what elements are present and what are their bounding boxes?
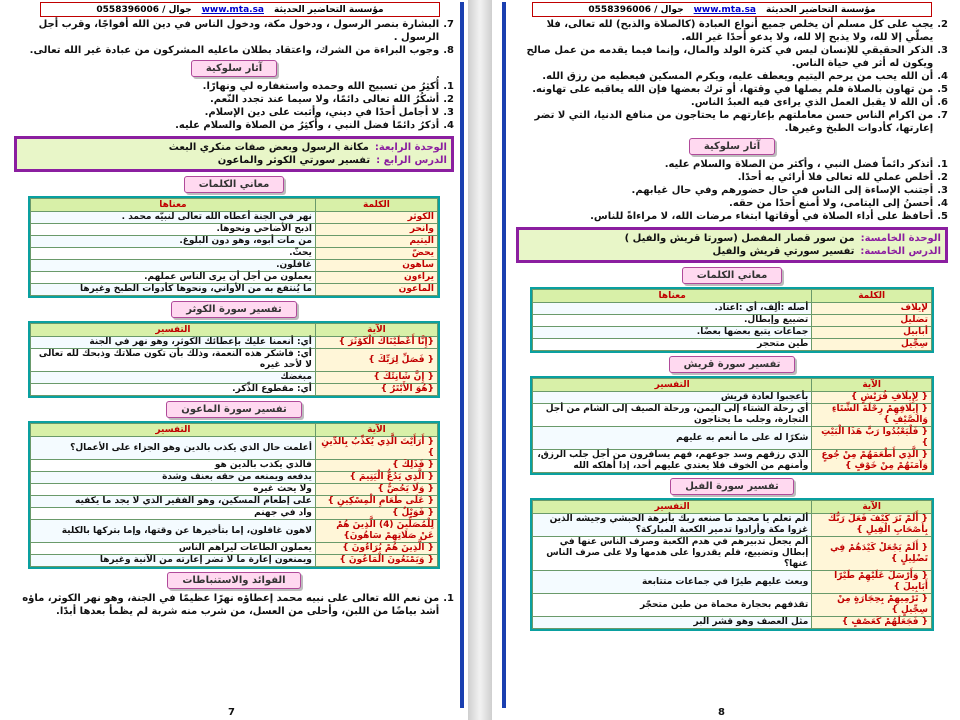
behaviors-list [14,80,454,132]
table-row: { فَصَلِّ لِرَبِّكَ } أي: فاشكر هذه النعمة، وذلك بأن تكون صلاتك وذبحك لله تعالى لا لأحد غيره [31,349,438,372]
maun-table [28,421,440,569]
table-row: الماعون ما يُنتفع به من الأواني، ونحوها كأدوات الطبخ وغيرها [31,284,438,296]
list-item: 5. من تهاون بالصلاة فلم يصلها في وقتها، أو ترك بعضها فإن الله يعاقبه على تهاونه. [532,84,948,95]
section-title-fil: تفسير سورة الفيل [516,478,948,495]
kawthar-table [28,321,440,398]
list-item: 3. الذكر الحقيقي للإنسان ليس في كثرة الولد والمال، وإنما فيما يقدمه من عمل صالح ويكون له أثر في حياة الناس. [526,45,948,69]
table-row: { فَلْيَعْبُدُوا رَبَّ هَذَا الْبَيْتِ } شكرًا له على ما أنعم به عليهم [533,427,932,450]
header-org: مؤسسة التحاضير الحديثة [766,4,876,15]
table-row: { الَّذِي أَطْعَمَهُمْ مِنْ جُوعٍ وَآمَنَهُمْ مِنْ خَوْفٍ } الذي رزقهم وسد جوعهم، فهم يسافرون من أجل جلب الرزق، وأمنهم من الخوف فلا يعتدي عليهم أحد، إذا أهلكه الله [533,450,932,473]
header-phone: جوال / 0558396006 [96,4,192,15]
list-item: 7. البشارة بنصر الرسول ، ودخول مكة، ودخول الناس في دين الله أفواجًا، وقرب أجل الرسول . [38,19,454,43]
table-row: يحضّ يحثّ. [31,248,438,260]
table-row: { أَلَمْ تَرَ كَيْفَ فَعَلَ رَبُّكَ بِأَصْحَابِ الْفِيلِ } ألم تعلم يا محمد ما صنعه ربك بأبرهة الحبشي وجيشه الذين غزوا مكة وأرادوا تدمير الكعبة المباركة؟ [533,514,932,537]
behaviors-list [516,158,948,223]
table-row: { تَرْمِيهِمْ بِحِجَارَةٍ مِنْ سِجِّيلٍ } تقذفهم بحجارة محماة من طين متحجّر [533,594,932,617]
table-row: { فَوَيْلٌ } واد في جهنم [31,508,438,520]
quraysh-table [530,376,934,475]
page-8 [492,0,960,720]
table-row: { إِنَّ شَانِئَكَ } مبغضك [31,372,438,384]
unit-row: الوحدة الخامسة: من سور قصار المفصل (سورتا قريش والفيل ) [624,233,941,244]
table-row: سِجِّيل طين متحجر [533,339,932,351]
section-title-maun: تفسير سورة الماعون [14,401,454,418]
fil-table [530,498,934,631]
table-header-row: الكلمة معناها [31,199,438,212]
list-item: 3. أجتنب الإساءة إلى الناس في حال حضورهم وفي حال غيابهم. [631,185,948,196]
table-row: { إِيلَافِهِمْ رِحْلَةَ الشِّتَاءِ وَالصَّيْفِ } أي رحلة الشتاء إلى اليمن، ورحلة الصيف إلى الشام من أجل التجارة، وجلب ما يحتاجون [533,404,932,427]
table-row: الكوثر نهر في الجنة أعطاه الله تعالى لنبيّه محمد . [31,212,438,224]
header-site-link[interactable]: www.mta.sa [201,4,264,15]
page-7 [0,0,468,720]
list-item: 1. أتذكر دائماً فضل النبي ، وأكثر من الصلاة والسلام عليه. [664,159,948,170]
header-phone: جوال / 0558396006 [588,4,684,15]
words-table [530,287,934,353]
header-site-link[interactable]: www.mta.sa [693,4,756,15]
table-row: { فَجَعَلَهُمْ كَعَصْفٍ } مثل العصف وهو قشر البر [533,617,932,629]
table-row: أبابيل جماعات يتبع بعضها بعضًا. [533,327,932,339]
table-row: اليتيم من مات أبوه، وهو دون البلوغ. [31,236,438,248]
words-table [28,196,440,298]
table-row: { الَّذِي يَدُعُّ الْيَتِيمَ } يدفعه ويمنعه من حقه بعنف وشدة [31,472,438,484]
lesson-row: الدرس الرابع : تفسير سورتي الكوثر والماعون [217,155,447,166]
table-row: { أَلَمْ يَجْعَلْ كَيْدَهُمْ فِي تَضْلِيلٍ } ألم يجعل تدبيرهم في هدم الكعبة وصرف الناس عنها في إبطال وتضييع، فلم يقدروا على هدمها ولا على صرف الناس عنها؟ [533,537,932,571]
list-item: 8. وجوب البراءة من الشرك، واعتقاد بطلان ماعليه المشركون من عبادة غير الله تعالى. [29,45,454,56]
table-row: {هُوَ الأَبْتَرُ } أي: مقطوع الذِّكر. [31,384,438,396]
list-item: 4. أن الله يحب من يرحم اليتيم ويعطف عليه، ويكرم المسكين فيعطيه من رزق الله. [542,71,948,82]
page-header [40,2,440,17]
page-content [14,18,454,618]
page-frame [460,2,464,708]
table-header-row: الآية التفسير [533,379,932,392]
section-title-kawthar: تفسير سورة الكوثر [14,301,454,318]
section-title-behaviors: آثار سلوكية [14,60,454,77]
unit-box [14,136,454,172]
unit-row: الوحدة الرابعة: مكانة الرسول وبعض صفات منكري البعث [168,142,447,153]
benefits-list [14,592,454,618]
table-row: { عَلَى طَعَامِ الْمِسْكِينِ } على إطعام المسكين، وهو الفقير الذي لا يجد ما يكفيه [31,496,438,508]
table-header-row: الآية التفسير [31,424,438,437]
top-lines [14,18,454,57]
list-item: 4. أذكرُ دائمًا فضل النبي ، وأُكثِرُ من الصلاة والسلام عليه. [175,120,454,131]
lesson-row: الدرس الخامسة: تفسير سورتي قريش والفيل [712,246,941,257]
list-item: 4. أحسنُ إلى اليتامى، ولا أمنع أحدًا من حقه. [729,198,948,209]
table-header-row: الآية التفسير [533,501,932,514]
list-item: 2. أخلص عملي لله تعالى فلا أرائي به أحدًا. [737,172,948,183]
table-row: { وَلَا يَحُضُّ } ولا يحث غيره [31,484,438,496]
table-row: { لِإِيلَافِ قُرَيْشٍ } بأعجبوا لعادة قريش [533,392,932,404]
list-item: 6. أن الله لا يقبل العمل الذي يراءى فيه العبدُ الناس. [690,97,948,108]
list-item: 2. يجب على كل مسلم أن يخلص جميع أنواع العبادة (كالصلاة والذبح) لله تعالى، فلا يصلّي إلا لله، ولا يذبح إلا لله، ولا يدعو أحدًا غير الله. [546,19,948,43]
section-title-benefits: الفوائد والاستنباطات [14,572,454,589]
header-org: مؤسسة التحاضير الحديثة [274,4,384,15]
book-gutter [468,0,492,720]
top-lines [516,18,948,135]
table-row: تضليل تضييع وإبطال. [533,315,932,327]
list-item: 1. أُكثِرُ من تسبيح الله وحمده واستغفاره لي ونهارًا. [202,81,454,92]
table-row: { أَرَأَيْتَ الَّذِي يُكَذِّبُ بِالدِّينِ } أعلمت حال الذي يكذب بالدين وهو الجزاء على الأعمال؟ [31,437,438,460]
unit-box [516,227,948,263]
table-row: لِلْمُصَلِّينَ (4) الَّذِينَ هُمْ عَنْ صَلَاتِهِمْ سَاهُونَ} لاهون غافلون، إما بتأخيرها عن وقتها، وإما بتركها بالكلية [31,520,438,543]
table-row: { وَيَمْنَعُونَ الْمَاعُونَ } ويمنعون إعارة ما لا تضر إعارته من الآنية وغيرها [31,555,438,567]
page-number: 8 [718,707,725,718]
list-item: 7. من اكرام الناس حسن معاملتهم بإعارتهم ما يحتاجون من منافع الدنيا، التي لا تضر إعارتها، كأدوات الطبخ وغيرها. [534,110,948,134]
table-row: وانحر اذبح الأضاحي ونحوها. [31,224,438,236]
section-title-quraysh: تفسير سورة قريش [516,356,948,373]
table-header-row: الكلمة معناها [533,290,932,303]
page-content [516,18,948,633]
table-row: { وَأَرْسَلَ عَلَيْهِمْ طَيْرًا أَبَابِيلَ } وبعث عليهم طيرًا في جماعات متتابعة [533,571,932,594]
list-item: 5. أحافظ على أداء الصلاة في أوقاتها ابتغاء مرضات الله، لا مراءاةً للناس. [590,211,948,222]
section-title-words: معاني الكلمات [14,176,454,193]
table-row: لإيلاف أصله :ألِف، أي :اعتاد. [533,303,932,315]
section-title-words: معاني الكلمات [516,267,948,284]
list-item: 1. من نعم الله تعالى على نبيه محمد إعطاؤه نهرًا عظيمًا في الجنة، وهو نهر الكوثر، ماؤه أشد بياضًا من اللبن، وأحلى من العسل، من شرب منه شربة لم يظمأ بعدها أبدًا. [22,593,454,617]
table-row: {إِنَّا أَعْطَيْنَاكَ الْكَوْثَرَ } أي: أنعمنا عليك بإعطائك الكوثر، وهو نهر في الجنة [31,337,438,349]
table-row: يراءون يعملون من أجل أن يرى الناس عملهم. [31,272,438,284]
list-item: 2. أشكُرُ الله تعالى دائمًا، ولا سيما عند تجدد النّعم. [209,94,454,105]
page-frame [502,2,506,708]
page-header [532,2,932,17]
table-header-row: الآية التفسير [31,324,438,337]
table-row: { الَّذِينَ هُمْ يُرَاءُونَ } يعملون الطاعات ليراهم الناس [31,543,438,555]
section-title-behaviors: آثار سلوكية [516,138,948,155]
list-item: 3. لا أجامل أحدًا في ديني، وأثبت على دين الإسلام. [204,107,454,118]
table-row: { فَذَلِكَ } فالذي يكذب بالدين هو [31,460,438,472]
page-number: 7 [228,707,235,718]
table-row: ساهون غافلون. [31,260,438,272]
